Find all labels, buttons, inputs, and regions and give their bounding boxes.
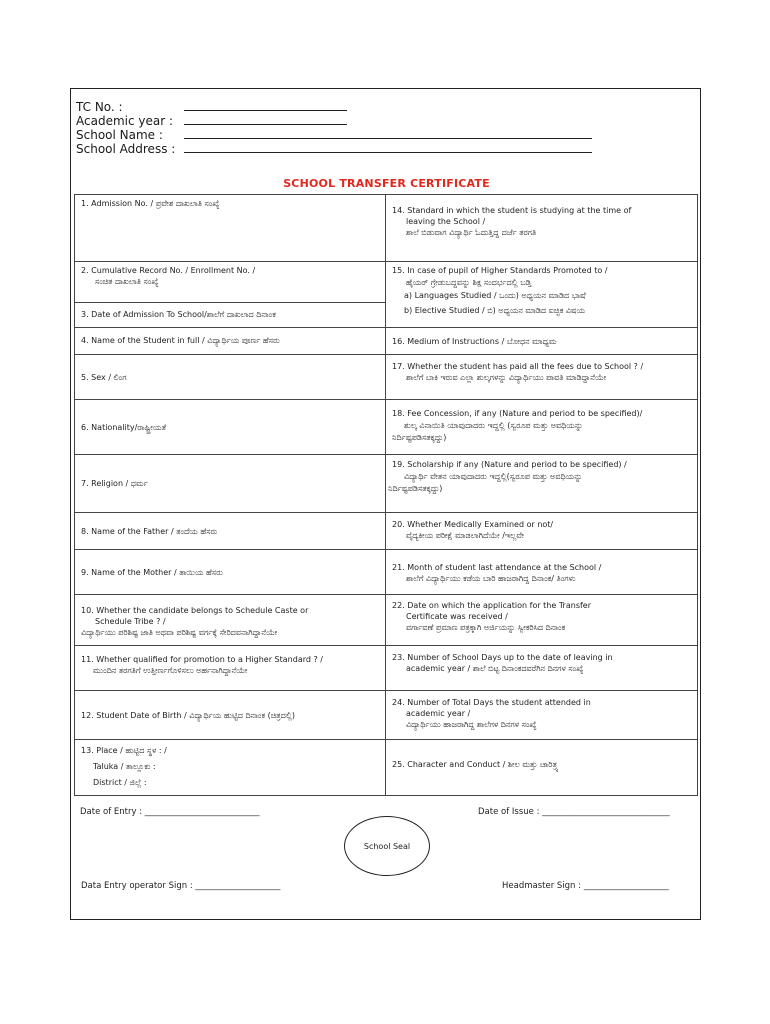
academic-year-field[interactable]: [184, 124, 347, 125]
field-label-taluka: Taluka / ತಾಲ್ಲೂಕು :: [93, 762, 156, 771]
field-label: 6. Nationality/ರಾಷ್ಟ್ರೀಯತೆ: [81, 423, 167, 432]
academic-year-row: [76, 114, 676, 128]
field-label-kannada: academic year / ಶಾಲೆ ಬಿಟ್ಟ ದಿನಾಂಕದವರೆಗಿನ ದಿನಗಳ ಸಂಖ್ಯೆ: [406, 664, 584, 673]
field-label-kannada: ಸಂಚಿತ ದಾಖಲಾತಿ ಸಂಖ್ಯೆ: [95, 277, 159, 286]
field-label: 15. In case of pupil of Higher Standards Promoted to /: [392, 266, 608, 275]
field-cumulative-record[interactable]: [74, 261, 386, 303]
field-label: 20. Whether Medically Examined or not/: [392, 520, 554, 529]
field-label: 4. Name of the Student in full / ವಿದ್ಯಾರ್ಥಿಯ ಪೂರ್ಣ ಹೆಸರು: [81, 336, 280, 345]
school-seal: [344, 816, 430, 876]
certificate-header: [76, 100, 676, 156]
date-of-entry-field[interactable]: Date of Entry : ___________________________: [80, 807, 260, 817]
field-medical-exam[interactable]: [385, 512, 698, 550]
field-label: 21. Month of student last attendance at the School /: [392, 563, 602, 572]
field-label: 16. Medium of Instructions / ಬೋಧನ ಮಾಧ್ಯಮ: [392, 337, 557, 346]
field-label: 12. Student Date of Birth / ವಿದ್ಯಾರ್ಥಿಯ ಹುಟ್ಟಿದ ದಿನಾಂಕ (ಚಿತ್ರದಲ್ಲಿ): [81, 711, 296, 720]
field-label-2: academic year /: [406, 709, 471, 718]
field-school-days[interactable]: [385, 645, 698, 691]
field-admission-no[interactable]: [74, 194, 386, 262]
field-label: 25. Character and Conduct / ಶೀಲ ಮತ್ತು ಚಾರಿತ್ರ್ಯ: [392, 760, 559, 769]
field-religion[interactable]: [74, 454, 386, 513]
field-character-conduct[interactable]: [385, 739, 698, 796]
field-label: 5. Sex / ಲಿಂಗ: [81, 373, 127, 382]
field-label-kannada: ವರ್ಗಾವಣೆ ಪ್ರಮಾಣ ಪತ್ರಕ್ಕಾಗಿ ಅರ್ಜಿಯನ್ನು ಸ್ವೀಕರಿಸಿದ ದಿನಾಂಕ: [406, 623, 566, 632]
field-label: 7. Religion / ಧರ್ಮ: [81, 479, 148, 488]
field-label: 23. Number of School Days up to the date of leaving in: [392, 653, 613, 662]
field-label: 2. Cumulative Record No. / Enrollment No. /: [81, 266, 256, 275]
field-sex[interactable]: [74, 354, 386, 400]
field-scholarship[interactable]: [385, 454, 698, 513]
field-label-kannada: ವೈದ್ಯಕೀಯ ಪರೀಕ್ಷೆ ಮಾಡಲಾಗಿದೆಯೇ /ಇಲ್ಲವೇ: [406, 531, 525, 540]
field-label-kannada-2: ನಿರ್ದಿಷ್ಟಪಡಿಸತಕ್ಕದ್ದು): [388, 484, 443, 493]
tc-no-label: TC No. :: [76, 100, 123, 114]
field-label-kannada: ಶಾಲೆಗೆ ಬಾಕಿ ಇರುವ ಎಲ್ಲಾ ಶುಲ್ಕಗಳನ್ನು ವಿದ್ಯಾರ್ಥಿಯು ಪಾವತಿ ಮಾಡಿದ್ದಾನೆಯೇ: [406, 373, 607, 382]
field-label-kannada: ಹೈಯರ್ ಗ್ರೇಡುಬದ್ದವನ್ನು ಶಿಕ್ಷ ಸಂದರ್ಭದಲ್ಲಿ ಬಡ್ತಿ: [406, 278, 532, 287]
field-label: 17. Whether the student has paid all the fees due to School ? /: [392, 362, 644, 371]
field-elective-studied: b) Elective Studied / ಬಿ) ಅಧ್ಯಯನ ಮಾಡಿದ ಐಚ್ಛಿಕ ವಿಷಯ: [404, 306, 586, 315]
field-label-kannada: ವಿದ್ಯಾರ್ಥಿ ವೇತನ ಯಾವುದಾದರು ಇದ್ದಲ್ಲಿ(ಸ್ವರೂಪ ಮತ್ತು ಅವಧಿಯನ್ನು: [404, 472, 583, 481]
field-promotion[interactable]: [74, 645, 386, 691]
field-standard-at-leaving[interactable]: [385, 194, 698, 262]
school-name-row: [76, 128, 676, 142]
operator-sign-field[interactable]: Data Entry operator Sign : ____________________: [81, 881, 281, 891]
field-label: 9. Name of the Mother / ತಾಯಿಯ ಹೆಸರು: [81, 568, 223, 577]
field-father-name[interactable]: [74, 512, 386, 550]
tc-no-field[interactable]: [184, 110, 347, 111]
field-birth-place[interactable]: [74, 739, 386, 796]
field-label-kannada-2: ನಿರ್ದಿಷ್ಟಪಡಿಸತಕ್ಕದ್ದು): [392, 433, 447, 442]
field-caste[interactable]: [74, 594, 386, 646]
academic-year-label: Academic year :: [76, 114, 174, 128]
certificate-sheet: [70, 88, 701, 920]
field-label: 8. Name of the Father / ತಂದೆಯ ಹೆಸರು: [81, 527, 218, 536]
field-languages-studied: a) Languages Studied / ಒಂದು) ಅಧ್ಯಯನ ಮಾಡಿದ ಭಾಷೆ: [404, 291, 586, 300]
field-application-date[interactable]: [385, 594, 698, 646]
field-label-kannada: ವಿದ್ಯಾರ್ಥಿಯು ಪರಿಶಿಷ್ಟ ಜಾತಿ ಅಥವಾ ಪರಿಶಿಷ್ಟ ವರ್ಗಕ್ಕೆ ಸೇರಿದವನಾಗಿದ್ದಾನೆಯೇ: [81, 628, 278, 637]
field-label-kannada: ಶಾಲೆ ಬಿಡುವಾಗ ವಿದ್ಯಾರ್ಥಿ ಓದುತ್ತಿದ್ದ ದರ್ಜೆ ತರಗತಿ: [406, 228, 537, 237]
school-address-label: School Address :: [76, 142, 176, 156]
field-last-attendance[interactable]: [385, 549, 698, 595]
field-higher-standard[interactable]: [385, 261, 698, 328]
field-admission-date[interactable]: [74, 302, 386, 328]
school-name-field[interactable]: [184, 138, 592, 139]
field-date-of-birth[interactable]: [74, 690, 386, 740]
field-medium[interactable]: [385, 327, 698, 355]
field-label: 22. Date on which the application for the Transfer: [392, 601, 592, 610]
field-nationality[interactable]: [74, 399, 386, 455]
field-label-kannada: ಮುಂದಿನ ತರಗತಿಗೆ ಉತ್ತೀರ್ಣಗೊಳಿಸಲು ಅರ್ಹನಾಗಿದ್ದಾನೆಯೇ: [93, 666, 248, 675]
field-label: 14. Standard in which the student is studying at the time of: [392, 206, 632, 215]
field-fee-concession[interactable]: [385, 399, 698, 455]
field-mother-name[interactable]: [74, 549, 386, 595]
headmaster-sign-field[interactable]: Headmaster Sign : ____________________: [502, 881, 669, 891]
tc-no-row: [76, 100, 676, 114]
field-label: 10. Whether the candidate belongs to Schedule Caste or: [81, 606, 309, 615]
school-name-label: School Name :: [76, 128, 163, 142]
field-label-2: Certificate was received /: [406, 612, 508, 621]
field-label-kannada: ಶುಲ್ಕ ವಿನಾಯಿತಿ ಯಾವುದಾದರು ಇದ್ದಲ್ಲಿ (ಸ್ವರೂಪ ಮತ್ತು ಅವಧಿಯನ್ನು: [404, 421, 583, 430]
school-address-row: [76, 142, 676, 156]
field-student-name[interactable]: [74, 327, 386, 355]
field-label-district: District / ಜಿಲ್ಲೆ :: [93, 778, 147, 787]
field-label: 18. Fee Concession, if any (Nature and period to be specified)/: [392, 409, 643, 418]
date-of-issue-field[interactable]: Date of Issue : ______________________________: [478, 807, 670, 817]
field-label-2: leaving the School /: [406, 217, 486, 226]
field-label: 19. Scholarship if any (Nature and period to be specified) /: [392, 460, 627, 469]
field-label: 1. Admission No. / ಪ್ರವೇಶ ದಾಖಲಾತಿ ಸಂಖ್ಯೆ: [81, 199, 220, 208]
field-label: 11. Whether qualified for promotion to a Higher Standard ? /: [81, 655, 323, 664]
field-days-attended[interactable]: [385, 690, 698, 740]
field-label: 24. Number of Total Days the student attended in: [392, 698, 591, 707]
certificate-title: SCHOOL TRANSFER CERTIFICATE: [283, 177, 490, 190]
field-label-kannada: ಶಾಲೆಗೆ ವಿದ್ಯಾರ್ಥಿಯು ಕಡೆಯ ಬಾರಿ ಹಾಜರಾಗಿದ್ದ ದಿನಾಂಕ/ ತಿಂಗಳು: [406, 574, 576, 583]
field-label: 13. Place / ಹುಟ್ಟಿದ ಸ್ಥಳ : /: [81, 746, 167, 755]
field-label: 3. Date of Admission To School/ಶಾಲೆಗೆ ದಾಖಲಾದ ದಿನಾಂಕ: [81, 310, 276, 319]
field-label-2: Schedule Tribe ? /: [95, 617, 166, 626]
field-label-kannada: ವಿದ್ಯಾರ್ಥಿಯು ಹಾಜರಾಗಿದ್ದ ಶಾಲೆಗಳ ದಿನಗಳ ಸಂಖ್ಯೆ: [406, 720, 537, 729]
school-seal-label: School Seal: [363, 841, 411, 851]
field-fees-paid[interactable]: [385, 354, 698, 400]
school-address-field[interactable]: [184, 152, 592, 153]
